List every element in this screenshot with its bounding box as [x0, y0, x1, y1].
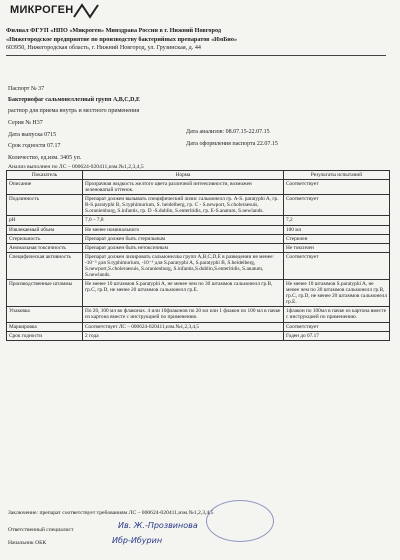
specialist-label: Ответственный специалист	[8, 527, 74, 533]
row-norm: Не менее номинального	[83, 225, 284, 234]
table-row	[7, 322, 390, 331]
head-label: Начальник ОБК	[8, 540, 47, 546]
product-usage: раствор для приема внутрь и местного применения	[8, 108, 140, 114]
col-header-norm: Норма	[83, 171, 284, 180]
row-indicator: Аномальная токсичность	[7, 243, 83, 252]
row-norm: Прозрачная жидкость желтого цвета различной интенсивности, возможен зеленоватый оттенок.	[83, 180, 284, 195]
table-row	[7, 216, 390, 225]
row-result: Стерилен	[284, 234, 390, 243]
conclusion: Заключение: препарат соответствует требованиям ЛС – 000624-020411,изм.№1,2,3,4,5	[8, 510, 214, 516]
analysis-basis: Анализ выполнен по ЛС – 000624-020411,изм.№1,2,3,4,5	[8, 164, 144, 170]
row-result: Годен до 07.17	[284, 331, 390, 340]
series-number: Серия № Н37	[8, 120, 43, 126]
org-address: 603950, Нижегородская область, г. Нижний Новгород, ул. Грузинская, д. 44	[6, 45, 201, 51]
row-norm: Препарат должен вызывать специфический лизис сальмонелл гр. A-S. paratyphi A, гр. B-S.paratyphi B, S.typhimurium, S. heidelberg, гр. C - S.newport, S.choleraesuis, S.oranienburg, S.infantis, гр. D -S.dublin, S.enteritidis, гр. E-S.anatum, S.newlands.	[83, 195, 284, 216]
row-result: Не токсичен	[284, 243, 390, 252]
company-logo-icon	[72, 3, 102, 19]
row-result: Не менее 10 штаммов S.paratyphi A, не менее чем по 30 штаммов сальмонелл гр.B, гр.C, гр.D, не менее 20 штаммов сальмонелл гр.E.	[284, 280, 390, 307]
table-row	[7, 252, 390, 279]
row-norm: Не менее 10 штаммов S.paratyphi A, не менее чем по 30 штаммов сальмонелл гр.B, гр.C, гр.D, не менее 20 штаммов сальмонелл гр.E.	[83, 280, 284, 307]
row-result: Соответствует	[284, 252, 390, 279]
table-row	[7, 307, 390, 322]
row-result: 100 мл	[284, 225, 390, 234]
org-line-1: Филиал ФГУП «НПО «Микроген» Минздрава России в г. Нижний Новгород	[6, 27, 222, 34]
row-norm: 2 года	[83, 331, 284, 340]
row-result: Соответствует	[284, 180, 390, 195]
row-norm: Препарат должен быть стерильным	[83, 234, 284, 243]
passport-number: Паспорт № 37	[8, 86, 45, 92]
row-result: 1флакон по 100мл в пачке из картона вместе с инструкцией по применению.	[284, 307, 390, 322]
table-row	[7, 225, 390, 234]
row-indicator: Описание	[7, 180, 83, 195]
row-result: Соответствует	[284, 195, 390, 216]
row-norm: По 20, 100 мл во флаконах. 4 или 10флаконов по 20 мл или 1 флакон по 100 мл в пачке из картона вместе с инструкцией по применению.	[83, 307, 284, 322]
quantity: Количество, ед.изм. 3405 уп.	[8, 155, 82, 161]
col-header-indicator: Показатель	[7, 171, 83, 180]
analysis-date: Дата анализов: 08.07.15-22.07.15	[186, 129, 270, 135]
product-name: Бактериофаг сальмонеллезный групп A,B,C,D,E	[8, 97, 140, 103]
passport-date: Дата оформления паспорта 22.07.15	[186, 141, 278, 147]
table-row	[7, 331, 390, 340]
table-row	[7, 195, 390, 216]
official-stamp	[206, 500, 274, 542]
row-result: 7,2	[284, 216, 390, 225]
row-indicator: Подлинность	[7, 195, 83, 216]
company-logo-text: МИКРОГЕН	[10, 4, 74, 16]
row-indicator: Стерильность	[7, 234, 83, 243]
table-row	[7, 180, 390, 195]
row-indicator: Специфическая активность	[7, 252, 83, 279]
row-indicator: Упаковка	[7, 307, 83, 322]
row-norm: 7,0 – 7,8	[83, 216, 284, 225]
row-result: Соответствует	[284, 322, 390, 331]
table-row	[7, 280, 390, 307]
signature-head: Ибр-Ибурин	[112, 536, 163, 545]
table-row	[7, 234, 390, 243]
row-norm: Соответствует ЛС – 000624-020411,изм.№1,2,3,4,5	[83, 322, 284, 331]
header-divider	[6, 55, 386, 56]
org-line-2: «Нижегородское предприятие по производству бактерийных препаратов «ИмБио»	[6, 36, 238, 43]
row-norm: Препарат должен лизировать сальмонеллы групп A,B,C,D,E в разведении не менее: -10⁻⁵ для S.typhimurium, -10⁻⁶ для S.paratyphi A, S.paratyphi B, S.heidelberg, S.newport,S.choleraesuis, S.oranienburg, S.infantis,S.dublin,S.enteritidis, S.anatum, S.newlands.	[83, 252, 284, 279]
table-row	[7, 243, 390, 252]
issue-date: Дата выпуска 0715	[8, 132, 57, 138]
row-indicator: Маркировка	[7, 322, 83, 331]
spec-table	[6, 170, 390, 341]
expiry-date: Срок годности 07.17	[8, 143, 61, 149]
row-indicator: Извлекаемый объем	[7, 225, 83, 234]
row-norm: Препарат должен быть нетоксичным	[83, 243, 284, 252]
table-header-row	[7, 171, 390, 180]
row-indicator: Производственные штаммы	[7, 280, 83, 307]
row-indicator: Срок годности	[7, 331, 83, 340]
col-header-results: Результаты испытаний	[284, 171, 390, 180]
signature-specialist: Ив. Ж.-Прозвинова	[118, 521, 198, 530]
row-indicator: pH	[7, 216, 83, 225]
